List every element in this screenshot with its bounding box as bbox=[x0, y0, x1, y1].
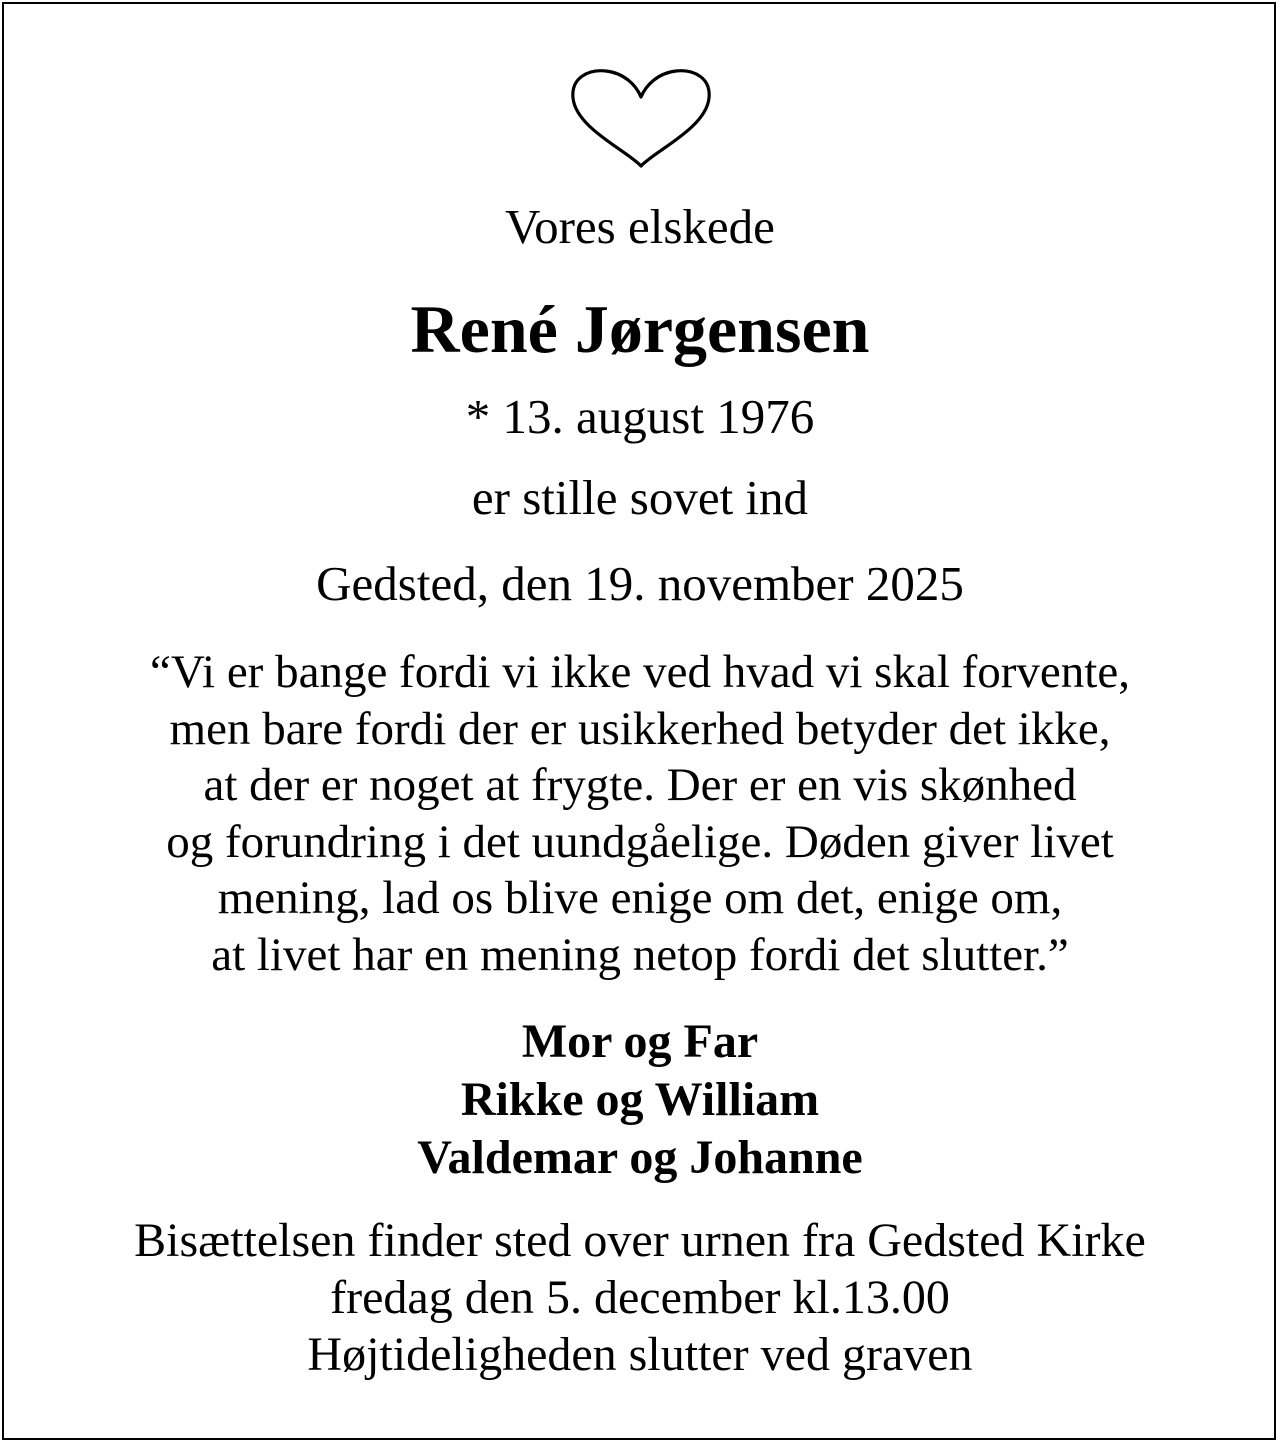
funeral-details bbox=[0, 1212, 1280, 1383]
deceased-name: René Jørgensen bbox=[410, 291, 870, 367]
quote-line: “Vi er bange fordi vi ikke ved hvad vi skal forvente, bbox=[150, 646, 1130, 698]
mourners-list bbox=[0, 1013, 1280, 1187]
funeral-line: fredag den 5. december kl.13.00 bbox=[330, 1271, 950, 1324]
quote-line: at der er noget at frygte. Der er en vis skønhed bbox=[203, 759, 1077, 811]
passed-away-text: er stille sovet ind bbox=[471, 470, 809, 525]
funeral-line: Højtideligheden slutter ved graven bbox=[307, 1328, 973, 1381]
place-and-date-of-death: Gedsted, den 19. november 2025 bbox=[316, 556, 964, 611]
quote-line: mening, lad os blive enige om det, enige om, bbox=[217, 872, 1063, 924]
intro-text: Vores elskede bbox=[505, 199, 775, 254]
memorial-quote bbox=[0, 644, 1280, 983]
mourner-line: Rikke og William bbox=[460, 1073, 820, 1126]
birth-date: * 13. august 1976 bbox=[465, 389, 815, 444]
quote-line: og forundring i det uundgåelige. Døden giver livet bbox=[166, 815, 1114, 868]
quote-line: men bare fordi der er usikkerhed betyder det ikke, bbox=[169, 702, 1111, 755]
funeral-line: Bisættelsen finder sted over urnen fra Gedsted Kirke bbox=[134, 1214, 1146, 1267]
mourner-line: Mor og Far bbox=[521, 1015, 759, 1068]
mourner-line: Valdemar og Johanne bbox=[417, 1131, 863, 1184]
quote-line: at livet har en mening netop fordi det slutter.” bbox=[211, 928, 1069, 981]
heart-outline-icon bbox=[568, 66, 714, 170]
